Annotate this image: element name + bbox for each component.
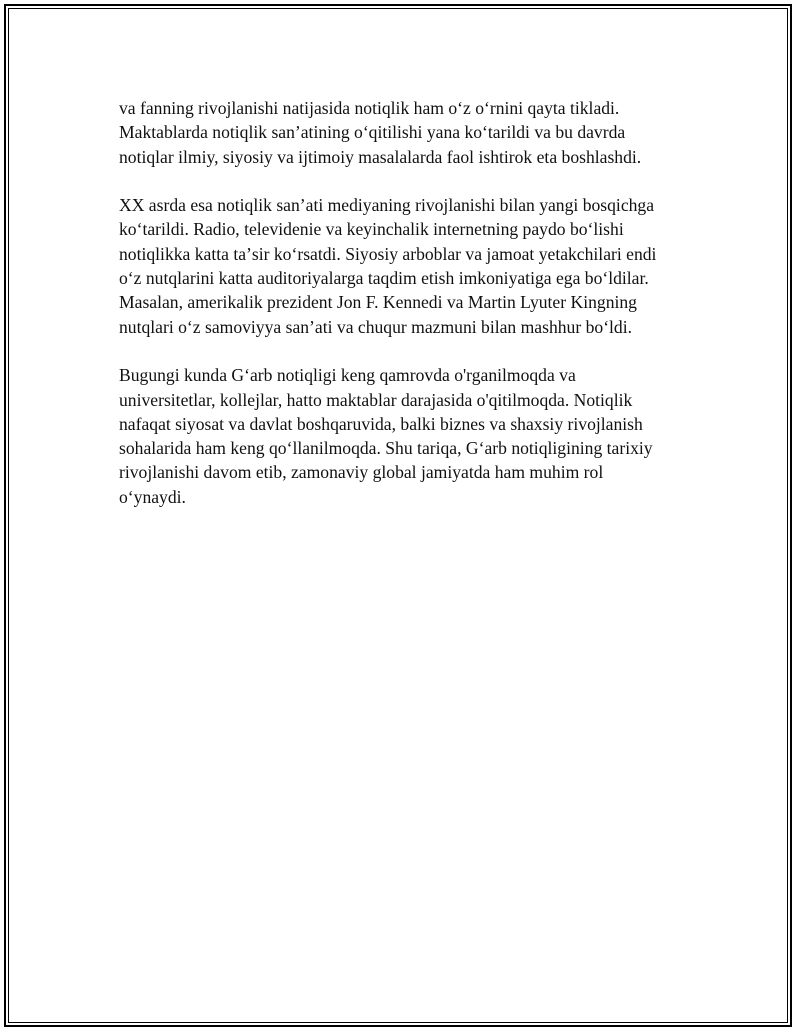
paragraph-line: nutqlari oʻz samoviyya sanʼati va chuqur mazmuni bilan mashhur boʻldi. — [119, 316, 633, 337]
paragraph-line: nafaqat siyosat va davlat boshqaruvida, balki biznes va shaxsiy rivojlanish — [119, 413, 643, 434]
document-page — [4, 4, 792, 1027]
paragraph-1 — [119, 96, 699, 169]
paragraph-line: oʻynaydi. — [119, 486, 186, 507]
paragraph-line: va fanning rivojlanishi natijasida notiqlik ham oʻz oʻrnini qayta tikladi. — [119, 98, 620, 118]
paragraph-line: oʻz nutqlarini katta auditoriyalarga taqdim etish imkoniyatiga ega boʻldilar. — [119, 268, 649, 289]
paragraph-2 — [119, 193, 699, 339]
paragraph-line: XX asrda esa notiqlik sanʼati mediyaning rivojlanishi bilan yangi bosqichga — [119, 195, 655, 216]
paragraph-line: notiqlikka katta taʼsir koʻrsatdi. Siyosiy arboblar va jamoat yetakchilari endi — [119, 243, 657, 264]
paragraph-line: sohalarida ham keng qoʻllanilmoqda. Shu tariqa, Gʻarb notiqligining tarixiy — [119, 438, 653, 459]
paragraph-line: universitetlar, kollejlar, hatto maktablar darajasida o'qitilmoqda. Notiqlik — [119, 389, 633, 410]
paragraph-3 — [119, 363, 699, 509]
document-body — [119, 96, 699, 533]
paragraph-line: Bugungi kunda Gʻarb notiqligi keng qamrovda o'rganilmoqda va — [119, 365, 576, 386]
paragraph-line: koʻtarildi. Radio, televidenie va keyinchalik internetning paydo boʻlishi — [119, 219, 624, 240]
paragraph-line: Masalan, amerikalik prezident Jon F. Kennedi va Martin Lyuter Kingning — [119, 292, 637, 313]
paragraph-line: notiqlar ilmiy, siyosiy va ijtimoiy masalalarda faol ishtirok eta boshlashdi. — [119, 146, 642, 167]
paragraph-line: rivojlanishi davom etib, zamonaviy global jamiyatda ham muhim rol — [119, 462, 604, 483]
paragraph-line: Maktablarda notiqlik sanʼatining oʻqitilishi yana koʻtarildi va bu davrda — [119, 122, 626, 143]
